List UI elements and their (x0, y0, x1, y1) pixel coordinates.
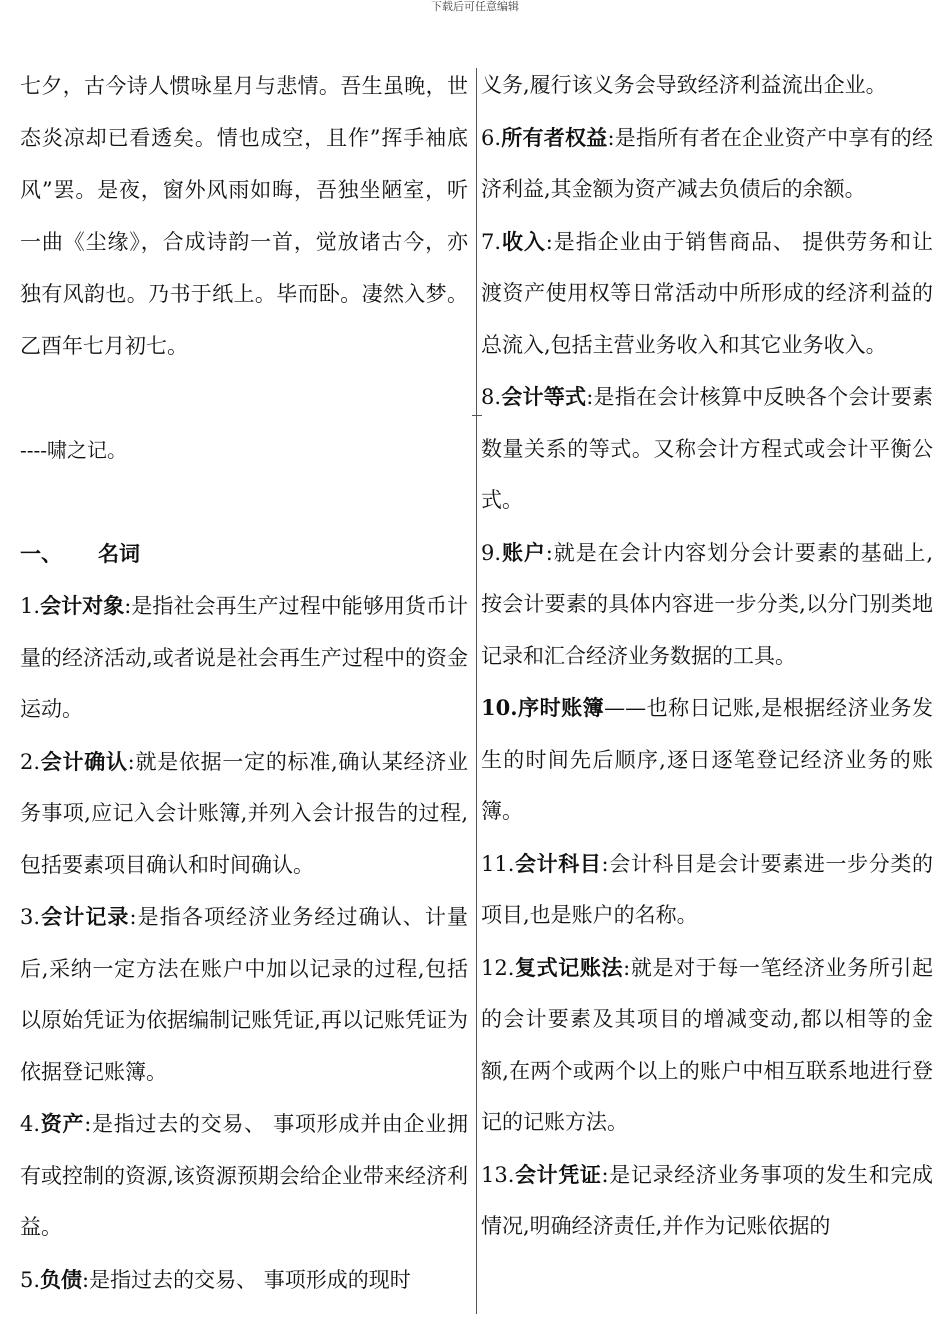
entry-number: 2. (20, 749, 41, 774)
entry-term: 序时账簿 (517, 695, 605, 720)
section-heading (20, 528, 468, 580)
section-number: 一、 (20, 541, 62, 566)
entry-number: 5. (20, 1267, 41, 1292)
glossary-entry (481, 942, 933, 1149)
glossary-entry (20, 1098, 468, 1254)
left-column (20, 60, 468, 1306)
entry-definition: :是指企业由于销售商品、 提供劳务和让渡资产使用权等日常活动中所形成的经济利益的总流入,包括主营业务收入和其它业务收入。 (481, 229, 934, 357)
preface-poem: 七夕，古今诗人惯咏星月与悲情。吾生虽晚，世态炎凉却已看透矣。情也成空，且作”挥手袖底风”罢。是夜，窗外风雨如晦，吾独坐陋室，听一曲《尘缘》，合成诗韵一首，觉放诸古今，亦独有风韵也。乃书于纸上。毕而卧。凄然入梦。乙酉年七月初七。 (20, 74, 468, 358)
entry-number: 4. (20, 1112, 41, 1136)
glossary-entry (20, 736, 468, 892)
glossary-entry (20, 891, 468, 1098)
entry-term: 资产 (40, 1111, 85, 1136)
entry-term: 账户 (501, 539, 546, 565)
entry-definition: :是指在会计核算中反映各个会计要素数量关系的等式。又称会计方程式或会计平衡公式。 (481, 385, 934, 512)
entry-term: 收入 (501, 228, 546, 254)
blank-line (20, 476, 468, 528)
glossary-entry (20, 1254, 468, 1307)
entry-number: 12. (481, 955, 515, 980)
entry-number: 10. (481, 695, 518, 720)
entry-term: 会计科目 (514, 850, 602, 876)
glossary-entry (481, 1149, 933, 1253)
column-divider (476, 68, 477, 1314)
entry-definition: :是指社会再生产过程中能够用货币计量的经济活动,或者说是社会再生产过程中的资金运动。 (20, 594, 469, 721)
entry-term: 会计等式 (501, 384, 587, 409)
entry-number: 8. (481, 385, 502, 409)
glossary-entry (481, 527, 933, 683)
entry-definition: :是指过去的交易、 事项形成的现时 (82, 1267, 411, 1292)
entry-definition: :就是依据一定的标准,确认某经济业务事项,应记入会计账簿,并列入会计报告的过程,包括要素项目确认和时间确认。 (20, 749, 469, 877)
entry-definition: :会计科目是会计要素进一步分类的项目,也是账户的名称。 (481, 851, 934, 927)
glossary-entry (481, 838, 933, 942)
entry-definition: :是指各项经济业务经过确认、计量后,采纳一定方法在账户中加以记录的过程,包括以原始凭证为依据编制记账凭证,再以记账凭证为依据登记账簿。 (20, 905, 468, 1084)
entry-number: 1. (20, 594, 41, 618)
entry-number: 11. (481, 851, 515, 876)
entry-definition: :就是对于每一笔经济业务所引起的会计要素及其项目的增减变动,都以相等的金额,在两个或两个以上的账户中相互联系地进行登记的记账方法。 (481, 955, 934, 1134)
entry-term: 负债 (40, 1266, 83, 1292)
entry-definition: :是指过去的交易、 事项形成并由企业拥有或控制的资源,该资源预期会给企业带来经济利益。 (20, 1112, 468, 1239)
entry-term: 会计确认 (40, 748, 128, 774)
entry-term: 会计凭证 (514, 1161, 602, 1187)
entry-definition: :是记录经济业务事项的发生和完成情况,明确经济责任,并作为记账依据的 (481, 1162, 934, 1238)
entry-definition: :是指所有者在企业资产中享有的经济利益,其金额为资产减去负债后的余额。 (481, 125, 934, 201)
signature: ----啸之记。 (20, 438, 128, 462)
glossary-entry (481, 682, 933, 838)
blank-line (20, 372, 468, 424)
entry-number: 6. (481, 125, 502, 150)
entry-definition: :就是在会计内容划分会计要素的基础上,按会计要素的具体内容进一步分类,以分门别类地记录和汇合经济业务数据的工具。 (481, 540, 934, 668)
glossary-entry (20, 580, 468, 736)
glossary-entry (481, 216, 933, 372)
entry-term: 会计对象 (40, 593, 125, 618)
entry-term: 复式记账法 (514, 954, 624, 980)
entry-number: 9. (481, 540, 502, 565)
entry-definition: ——也称日记账,是根据经济业务发生的时间先后顺序,逐日逐笔登记经济业务的账簿。 (481, 696, 933, 823)
entry-number: 3. (20, 905, 41, 929)
entry-number: 13. (481, 1162, 515, 1187)
entry-term: 所有者权益 (501, 124, 608, 150)
entry-continuation: 义务,履行该义务会导致经济利益流出企业。 (481, 73, 887, 97)
entry-term: 会计记录 (40, 904, 130, 929)
page-header-note: 下载后可任意编辑 (431, 0, 519, 13)
section-title: 名词 (98, 541, 140, 566)
glossary-entry (481, 112, 933, 216)
right-column (481, 60, 933, 1253)
entry-number: 7. (481, 229, 502, 254)
glossary-entry (481, 371, 933, 527)
